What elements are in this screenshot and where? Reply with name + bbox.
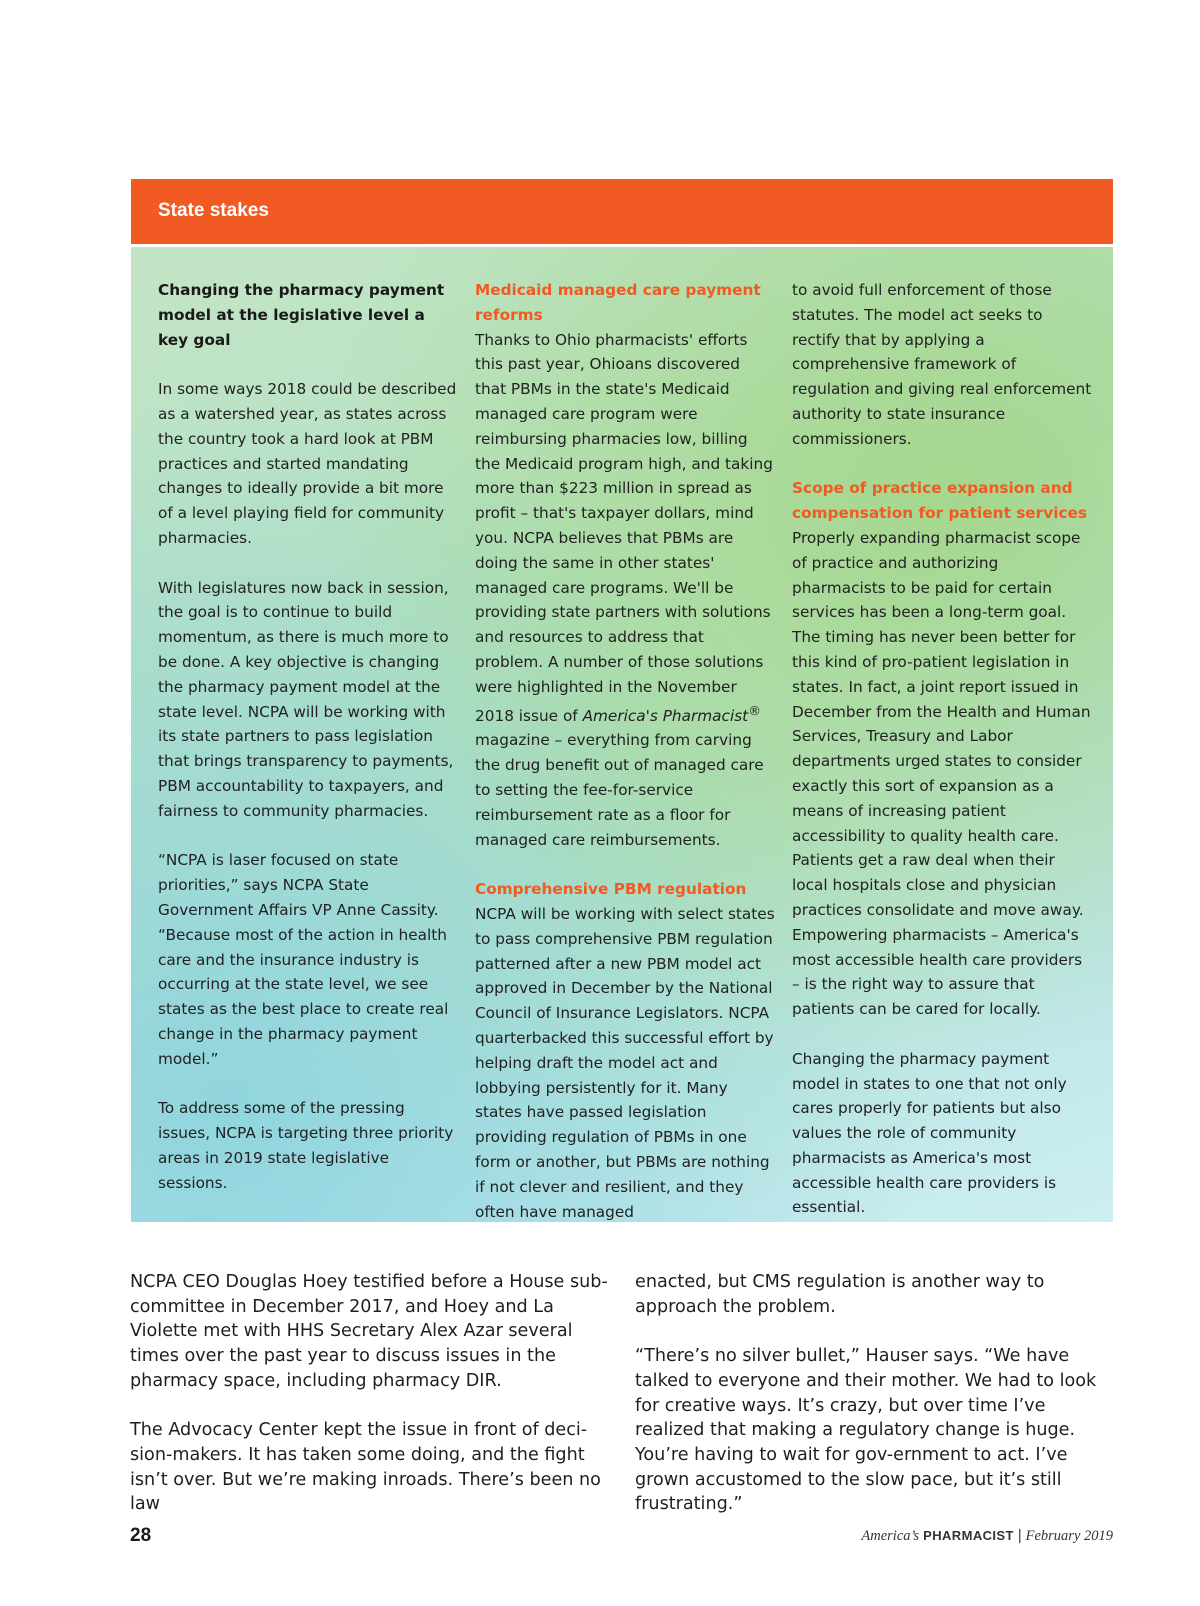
issue-date: February 2019: [1025, 1528, 1113, 1544]
publication-prefix: America’s: [861, 1528, 920, 1544]
sidebar-column-3: [792, 278, 1092, 1220]
sidebar-title: State stakes: [158, 200, 269, 221]
state-stakes-sidebar: [131, 179, 1113, 1222]
sidebar-col1-paragraph-2: With legislatures now back in session, the goal is to continue to build momentum, as there is much more to be done. A key objective is changing the pharmacy payment model at the state level. NCPA will be working with its state partners to pass legislation that brings transparency to payments, PBM accountability to taxpayers, and fairness to community pharmacies.: [158, 578, 454, 820]
article-paragraph: enacted, but CMS regulation is another way to approach the problem.: [635, 1272, 1045, 1317]
scope-of-practice-heading: Scope of practice expansion and compensation for patient services: [792, 479, 1087, 523]
page-footer: [130, 1525, 1113, 1549]
running-footer: [861, 1528, 1113, 1545]
pbm-regulation-continued: to avoid full enforcement of those statutes. The model act seeks to rectify that by applying a comprehensive framework of regulation and giving real enforcement authority to state insurance commissioners.: [792, 281, 1092, 448]
page-number: 28: [130, 1525, 152, 1546]
article-paragraph: The Advocacy Center kept the issue in front of deci-sion-makers. It has taken some doing, and the fight isn’t over. But we’re making inroads. There’s been no law: [130, 1420, 601, 1515]
medicaid-reform-paragraph: [475, 328, 775, 853]
article-paragraph: “There’s no silver bullet,” Hauser says. “We have talked to everyone and their mother. We had to look for creative ways. It’s crazy, but over time I’ve realized that making a regulatory change is huge. You’re having to wait for gov-ernment to act. I’ve grown accustomed to the slow pace, but it’s still frustrating.”: [635, 1346, 1097, 1515]
article-column-2: [635, 1270, 1113, 1517]
footer-separator: |: [1017, 1528, 1022, 1544]
article-paragraph: NCPA CEO Douglas Hoey testified before a House sub-committee in December 2017, and Hoey and La Violette met with HHS Secretary Alex Azar several times over the past year to discuss issues in the pharmacy space, including pharmacy DIR.: [130, 1272, 608, 1391]
scope-of-practice-paragraph: Properly expanding pharmacist scope of practice and authorizing pharmacists to be paid for certain services has been a long-term goal. The timing has never been better for this kind of pro-patient legislation in states. In fact, a joint report issued in December from the Health and Human Services, Treasury and Labor departments urged states to consider exactly this sort of expansion as a means of increasing patient accessibility to quality health care. Patients get a raw deal when their local hospitals close and physician practices consolidate and move away. Empowering pharmacists – America's most accessible health care providers – is the right way to assure that patients can be cared for locally.: [792, 528, 1091, 1019]
sidebar-col1-paragraph-1: In some ways 2018 could be described as a watershed year, as states across the country took a hard look at PBM practices and started mandating changes to ideally provide a bit more of a level playing field for community pharmacies.: [158, 380, 457, 547]
medicaid-reform-heading: Medicaid managed care payment reforms: [475, 281, 761, 324]
registered-mark: ®: [748, 703, 761, 719]
payment-model-conclusion: Changing the pharmacy payment model in states to one that not only cares properly for patients but also values the role of community pharmacists as America's most accessible health care providers is essential.: [792, 1049, 1067, 1217]
publication-name: PHARMACIST: [923, 1528, 1014, 1543]
medicaid-text-part-1: Thanks to Ohio pharmacists' efforts this past year, Ohioans discovered that PBMs in the state's Medicaid managed care program were reimbursing pharmacies low, billing the Medicaid program high, and taking more than $223 million in spread as profit – that's taxpayer dollars, mind you. NCPA believes that PBMs are doing the same in other states' managed care programs. We'll be providing state partners with solutions and resources to address that problem. A number of those solutions were highlighted in the November 2018 issue of: [475, 330, 773, 725]
medicaid-text-part-2: magazine – everything from carving the drug benefit out of managed care to setting the fee-for-service reimbursement rate as a floor for managed care reimbursements.: [475, 731, 764, 849]
pbm-regulation-paragraph: NCPA will be working with select states to pass comprehensive PBM regulation patterned after a new PBM model act approved in December by the National Council of Insurance Legislators. NCPA quarterbacked this successful effort by helping draft the model act and lobbying persistently for it. Many states have passed legislation providing regulation of PBMs in one form or another, but PBMs are nothing if not clever and resilient, and they often have managed: [475, 905, 775, 1221]
sidebar-col1-heading: Changing the pharmacy payment model at the legislative level a key goal: [158, 281, 445, 349]
sidebar-col1-paragraph-4: To address some of the pressing issues, NCPA is targeting three priority areas in 2019 state legislative sessions.: [158, 1099, 454, 1192]
article-column-1: [130, 1270, 608, 1517]
sidebar-column-1: [158, 278, 458, 1195]
pbm-regulation-heading: Comprehensive PBM regulation: [475, 880, 747, 899]
sidebar-header-bar: [131, 179, 1113, 247]
sidebar-col1-paragraph-3: “NCPA is laser focused on state priorities,” says NCPA State Government Affairs VP Anne Cassity. “Because most of the action in health care and the insurance industry is occurring at the state level, we see states as the best place to create real change in the pharmacy payment model.”: [158, 851, 449, 1068]
magazine-title: America's Pharmacist: [582, 706, 749, 725]
sidebar-column-2: [475, 278, 775, 1222]
